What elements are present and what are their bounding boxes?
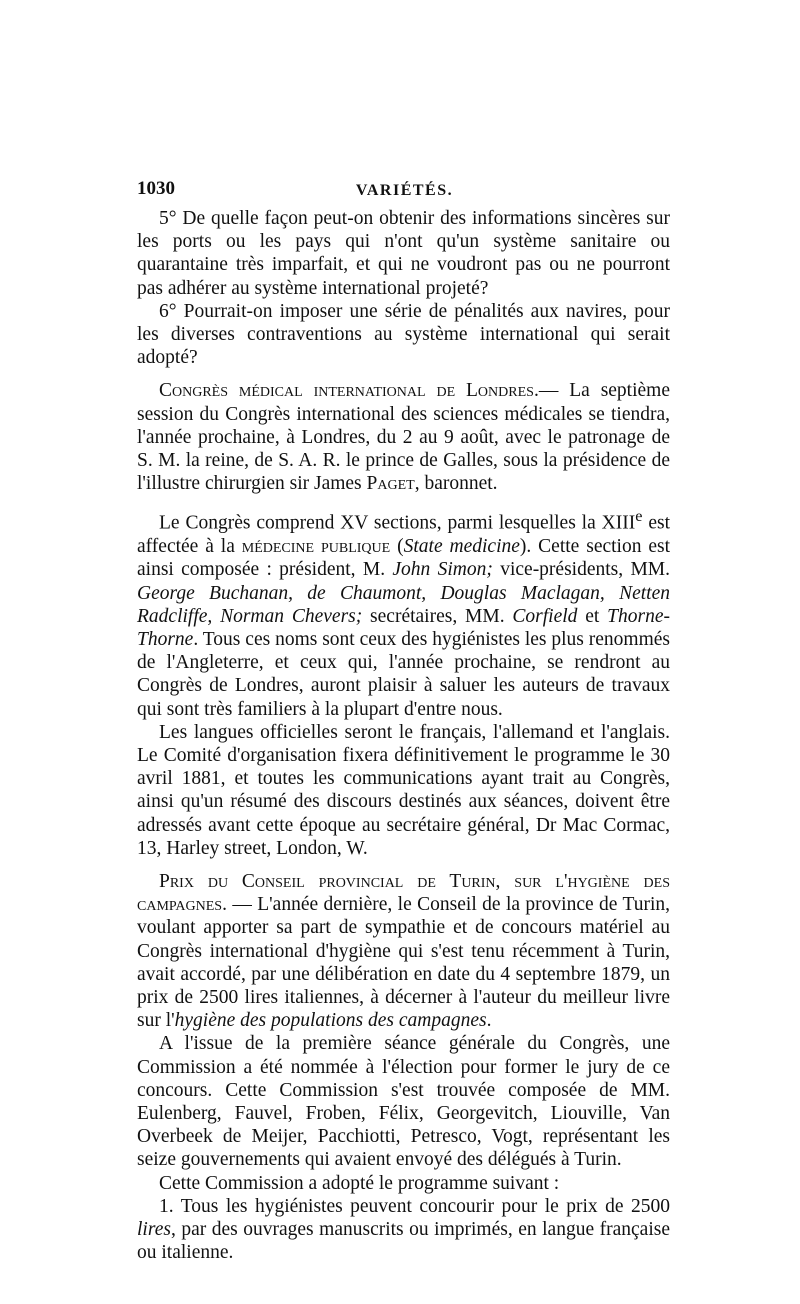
question-5: 5° De quelle façon peut-on obtenir des informations sincères sur les ports ou les pays qui n'ont qu'un système sanitaire ou quarantaine très imparfait, et qui ne voudront pas ou ne pourront pas adhérer au système international projeté? — [137, 208, 670, 299]
langues-paragraph: Les langues officielles seront le français, l'allemand et l'anglais. Le Comité d'organisation fixera définitivement le programme le 30 avril 1881, et toutes les communications ayant trait au Congrès, ainsi qu'un résumé des discours destinés aux séances, doivent être adressés avant cette époque au secrétaire général, Dr Mac Cormac, 13, Harley street, London, W. — [137, 721, 670, 859]
sections-text-7: et — [577, 605, 608, 627]
page-body — [137, 207, 670, 1264]
prix-turin-end: . — [486, 1010, 492, 1032]
page-number: 1030 — [137, 178, 175, 199]
sections-paragraph — [137, 505, 670, 720]
item1-text-1: 1. Tous les hygiénistes peuvent concourir pour le prix de 2500 — [159, 1195, 670, 1217]
congres-londres-end: , baronnet. — [414, 473, 498, 495]
congres-londres-paragraph — [137, 379, 670, 495]
item1-text-2: , par des ouvrages manuscrits ou imprimés, en langue française ou italienne. — [137, 1219, 670, 1264]
medecine-publique: médecine publique — [241, 536, 391, 558]
congres-londres-text: — La septième session du Congrès international des sciences médicales se tiendra, l'année prochaine, à Londres, du 2 au 9 août, avec le patronage de S. M. la reine, de S. A. R. le prince de Galles, sous la présidence de l'illustre chirurgien sir James — [137, 380, 670, 495]
sections-text-6: secrétaires, MM. — [362, 605, 513, 627]
running-head: VARIÉTÉS. — [355, 182, 454, 199]
page-header — [137, 177, 672, 201]
commission-paragraph: A l'issue de la première séance générale du Congrès, une Commission a été nommée à l'élection pour former le jury de ce concours. Cette Commission s'est trouvée composée de MM. Eulenberg, Fauvel, Froben, Félix, Georgevitch, Liouville, Van Overbeek de Meijer, Pacchiotti, Petresco, Vogt, représentant les seize gouvernements qui avaient envoyé des délégués à Turin. — [137, 1033, 670, 1171]
state-medicine: State medicine — [403, 536, 520, 558]
prix-turin-italic: hygiène des populations des campagnes — [174, 1010, 487, 1032]
sections-text-8: . Tous ces noms sont ceux des hygiénistes les plus renommés de l'Angleterre, et ceux qui, l'année prochaine, se rendront au Congrès de Londres, auront plaisir à saluer les auteurs de travaux qui sont très familiers à la plupart d'entre nous. — [137, 628, 670, 720]
sections-text-5: vice-présidents, MM. — [492, 559, 671, 581]
question-6: 6° Pourrait-on imposer une série de pénalités aux navires, pour les diverses contraventions au système international qui serait adopté? — [137, 300, 670, 369]
name-corfield: Corfield — [512, 605, 578, 627]
sections-text-3: ( — [390, 536, 404, 558]
programme-paragraph: Cette Commission a adopté le programme suivant : — [159, 1172, 560, 1194]
prix-turin-text: — L'année dernière, le Conseil de la province de Turin, voulant apporter sa part de sympathie et de concours matériel au Congrès international d'hygiène qui s'est tenu récemment à Turin, avait accordé, par une délibération en date du 4 septembre 1879, un prix de 2500 lires italiennes, à décerner à l'auteur du meilleur livre sur l' — [137, 894, 670, 1032]
sections-text-2: est affectée à la — [137, 512, 670, 558]
programme-item-1 — [137, 1195, 670, 1265]
name-thorne: Thorne-Thorne — [137, 605, 671, 650]
name-john-simon: John Simon; — [392, 559, 493, 581]
sections-superscript: e — [635, 507, 643, 526]
congres-londres-heading: Congrès médical international de Londres. — [159, 380, 539, 402]
sections-text-1: Le Congrès comprend XV sections, parmi lesquelles la XIII — [159, 512, 636, 534]
item1-lires: lires — [137, 1219, 171, 1241]
prix-turin-paragraph — [137, 870, 670, 1032]
prix-turin-heading: Prix du Conseil provincial de Turin, sur l'hygiène des campagnes. — [137, 870, 670, 916]
name-paget: Paget — [366, 473, 415, 495]
vice-president-names: George Buchanan, de Chaumont, Douglas Maclagan, Netten Radcliffe, Norman Chevers; — [137, 582, 670, 627]
sections-text-4: ). Cette section est ainsi composée : président, M. — [137, 536, 671, 581]
